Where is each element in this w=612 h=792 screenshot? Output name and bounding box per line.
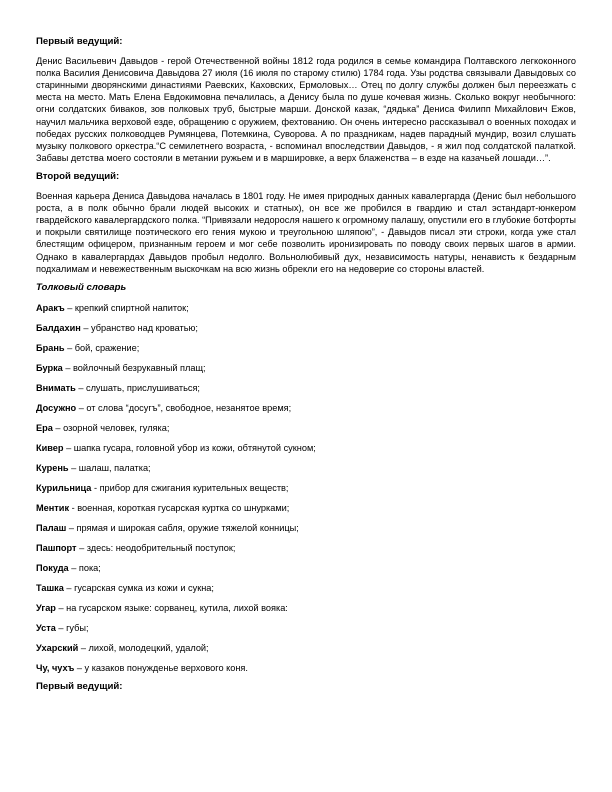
dictionary-term: Курень [36, 462, 69, 473]
dictionary-entry [36, 522, 576, 534]
dictionary-term: Ментик [36, 502, 70, 513]
dictionary-definition: – крепкий спиртной напиток; [64, 302, 189, 313]
dictionary-definition: – пока; [68, 562, 101, 573]
dictionary-term: Аракъ [36, 302, 65, 313]
dictionary-entry [36, 582, 576, 594]
dictionary-entry [36, 402, 576, 414]
dictionary-term: Досужно [36, 402, 77, 413]
dictionary-definition: – войлочный безрукавный плащ; [62, 362, 206, 373]
dictionary-entry [36, 602, 576, 614]
dictionary-definition: – здесь: неодобрительный поступок; [76, 542, 236, 553]
dictionary-entry [36, 662, 576, 674]
dictionary-entry [36, 622, 576, 634]
dictionary-term: Ухарский [36, 642, 79, 653]
dictionary-entry [36, 362, 576, 374]
dictionary-entry [36, 322, 576, 334]
dictionary-term: Чу, чухъ [36, 662, 75, 673]
dictionary-title: Толковый словарь [36, 281, 127, 293]
dictionary-definition: – озорной человек, гуляка; [52, 422, 170, 433]
dictionary-term: Бурка [36, 362, 63, 373]
dictionary-entry [36, 422, 576, 434]
dictionary-term: Угар [36, 602, 56, 613]
dictionary-entry [36, 342, 576, 354]
dictionary-term: Ташка [36, 582, 64, 593]
dictionary-term: Внимать [36, 382, 76, 393]
dictionary-definition: – лихой, молодецкий, удалой; [78, 642, 209, 653]
dictionary-definition: – бой, сражение; [64, 342, 140, 353]
dictionary-term: Ера [36, 422, 53, 433]
dictionary-definition: – гусарская сумка из кожи и сукна; [63, 582, 214, 593]
dictionary-definition: – от слова “досугъ”, свободное, незанятое время; [76, 402, 292, 413]
dictionary-term: Уста [36, 622, 56, 633]
dictionary-term: Пашпорт [36, 542, 77, 553]
dictionary-list [36, 302, 576, 674]
dictionary-entry [36, 562, 576, 574]
document-page [36, 36, 576, 701]
dictionary-entry [36, 382, 576, 394]
paragraph-second: Военная карьера Дениса Давыдова началась в 1801 году. Не имея природных данных кавалергарда (Денис был небольшого роста, а в полк обычно брали людей высоких и статных), он все же пробился в гвардию и стал эстандарт-юнкером гвардейского кавалергардского полка. “Привязали недоросля нашего к огромному палашу, опустили его в глубокие ботфорты и покрыли святилище поэтического его гения мукою и треугольною шляпою”, - Давыдов писал эти строки, когда уже стал блестящим офицером, признанным героем и мог себе позволить иронизировать по поводу своих первых шагов в армии. Однако в кавалергардах Давыдов пробыл недолго. Вольнолюбивый дух, независимость натуры, ненависть к бездарным подхалимам и невежественным выскочкам на всю жизнь обрекли его на недоверие со стороны властей. [36, 191, 576, 274]
dictionary-term: Балдахин [36, 322, 81, 333]
speaker-heading-second: Второй ведущий: [36, 170, 120, 182]
dictionary-definition: - военная, короткая гусарская куртка со шнурками; [69, 502, 290, 513]
dictionary-definition: – у казаков понужденье верхового коня. [74, 662, 248, 673]
paragraph-first: Денис Васильевич Давыдов - герой Отечественной войны 1812 года родился в семье командира Полтавского легкоконного полка Василия Денисовича Давыдова 27 июля (16 июля по старому стилю) 1784 года. Узы родства связывали Давыдовых со старинными дворянскими династиями Раевских, Каховских, Ермоловых… Отец по долгу службы должен был переезжать с места на место. Мать Елена Евдокимовна печалилась, а Денису была по душе кочевая жизнь. Сколько вокруг необычного: огни солдатских биваков, зов полковых труб, быстрые марши. Донской казак, “дядька” Дениса Филипп Михайлович Ежов, научил мальчика верховой езде, обращению с оружием, фехтованию. Он очень интересно рассказывал о военных походах и победах русских полководцев Румянцева, Потемкина, Суворова. А по праздникам, надев парадный мундир, возил слушать музыку полкового оркестра.“С семилетнего возраста, - вспоминал впоследствии Давыдов, - я жил под солдатской палаткой. Забавы детства моего состояли в метании ружьем и в маршировке, а верх блаженства – в езде на казачьей лошади…”. [36, 56, 576, 163]
dictionary-term: Кивер [36, 442, 64, 453]
dictionary-entry [36, 462, 576, 474]
dictionary-term: Курильница [36, 482, 92, 493]
dictionary-entry [36, 502, 576, 514]
dictionary-entry [36, 302, 576, 314]
dictionary-entry [36, 482, 576, 494]
dictionary-definition: - прибор для сжигания курительных веществ; [91, 482, 289, 493]
dictionary-definition: – прямая и широкая сабля, оружие тяжелой конницы; [66, 522, 299, 533]
dictionary-definition: – шалаш, палатка; [68, 462, 151, 473]
dictionary-definition: – шапка гусара, головной убор из кожи, обтянутой сукном; [63, 442, 316, 453]
dictionary-definition: – губы; [55, 622, 89, 633]
dictionary-definition: – на гусарском языке: сорванец, кутила, лихой вояка: [55, 602, 288, 613]
dictionary-entry [36, 542, 576, 554]
dictionary-entry [36, 642, 576, 654]
dictionary-term: Покуда [36, 562, 69, 573]
dictionary-definition: – убранство над кроватью; [80, 322, 198, 333]
speaker-heading-closing: Первый ведущий: [36, 681, 123, 693]
dictionary-term: Брань [36, 342, 65, 353]
dictionary-entry [36, 442, 576, 454]
dictionary-definition: – слушать, прислушиваться; [75, 382, 200, 393]
dictionary-term: Палаш [36, 522, 67, 533]
speaker-heading-first: Первый ведущий: [36, 36, 123, 47]
